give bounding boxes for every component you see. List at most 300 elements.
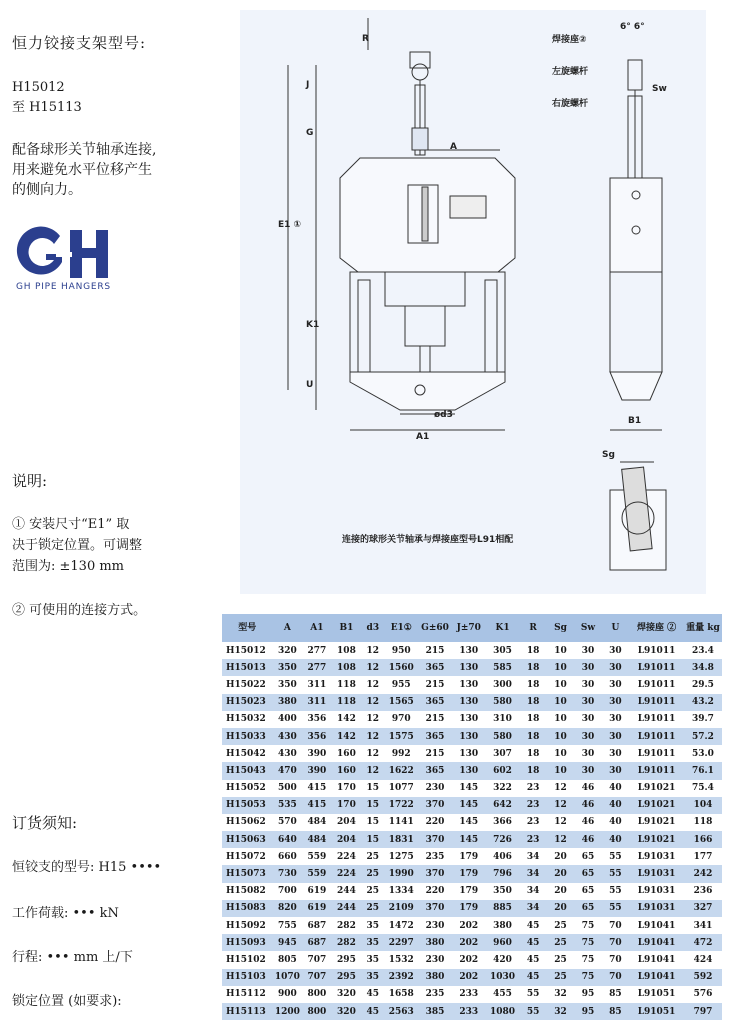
table-cell: 327 xyxy=(684,900,722,917)
table-cell: 130 xyxy=(452,694,486,711)
table-cell: L91041 xyxy=(629,934,684,951)
table-cell: 380 xyxy=(273,694,303,711)
table-cell: 35 xyxy=(361,951,384,968)
table-cell: 160 xyxy=(332,745,362,762)
table-cell: 43.2 xyxy=(684,694,722,711)
table-cell: 1831 xyxy=(384,831,418,848)
table-cell: 18 xyxy=(519,676,546,693)
column-header: U xyxy=(602,614,629,642)
table-cell: 45 xyxy=(361,1003,384,1020)
table-cell: 70 xyxy=(602,951,629,968)
table-cell: 619 xyxy=(302,883,332,900)
table-cell: 230 xyxy=(418,951,452,968)
table-cell: 945 xyxy=(273,934,303,951)
column-header: G±60 xyxy=(418,614,452,642)
notes-heading: 说明: xyxy=(12,472,48,490)
table-cell: 95 xyxy=(574,1003,601,1020)
table-cell: 40 xyxy=(602,831,629,848)
note-1 xyxy=(12,514,182,577)
table-cell: H15032 xyxy=(222,711,273,728)
table-cell: 142 xyxy=(332,728,362,745)
description-line: 用来避免水平位移产生 xyxy=(12,162,152,178)
table-cell: 224 xyxy=(332,865,362,882)
table-cell: 10 xyxy=(547,642,574,659)
order-lock-field: 锁定位置 (如要求): xyxy=(12,994,122,1009)
table-cell: 30 xyxy=(574,745,601,762)
table-row xyxy=(222,831,722,848)
table-cell: 12 xyxy=(361,745,384,762)
table-cell: 1077 xyxy=(384,780,418,797)
table-cell: 390 xyxy=(302,745,332,762)
table-cell: L91011 xyxy=(629,728,684,745)
table-cell: 45 xyxy=(519,951,546,968)
table-cell: 70 xyxy=(602,917,629,934)
table-row xyxy=(222,986,722,1003)
column-header: 重量 kg xyxy=(684,614,722,642)
note-1-line: 范围为: ±130 mm xyxy=(12,559,125,574)
table-cell: 35 xyxy=(361,917,384,934)
table-cell: 55 xyxy=(602,848,629,865)
table-cell: L91011 xyxy=(629,745,684,762)
table-cell: 53.0 xyxy=(684,745,722,762)
table-cell: 420 xyxy=(486,951,520,968)
table-cell: 10 xyxy=(547,745,574,762)
table-cell: 370 xyxy=(418,865,452,882)
table-cell: 307 xyxy=(486,745,520,762)
table-row xyxy=(222,728,722,745)
table-cell: H15013 xyxy=(222,659,273,676)
table-cell: 236 xyxy=(684,883,722,900)
table-cell: H15023 xyxy=(222,694,273,711)
table-row xyxy=(222,659,722,676)
label-r: R xyxy=(362,34,369,44)
table-cell: 70 xyxy=(602,969,629,986)
table-cell: 215 xyxy=(418,642,452,659)
table-cell: 202 xyxy=(452,951,486,968)
table-cell: 350 xyxy=(273,676,303,693)
table-cell: 145 xyxy=(452,797,486,814)
table-row xyxy=(222,969,722,986)
table-cell: 430 xyxy=(273,745,303,762)
table-cell: 960 xyxy=(486,934,520,951)
table-cell: 20 xyxy=(547,883,574,900)
column-header: B1 xyxy=(332,614,362,642)
table-cell: 202 xyxy=(452,917,486,934)
table-cell: 30 xyxy=(574,642,601,659)
table-cell: 230 xyxy=(418,917,452,934)
table-cell: 642 xyxy=(486,797,520,814)
table-cell: 65 xyxy=(574,848,601,865)
table-cell: 415 xyxy=(302,797,332,814)
table-cell: 356 xyxy=(302,728,332,745)
table-cell: 235 xyxy=(418,848,452,865)
table-cell: 15 xyxy=(361,797,384,814)
table-cell: 244 xyxy=(332,883,362,900)
table-cell: 12 xyxy=(547,780,574,797)
table-cell: 2392 xyxy=(384,969,418,986)
table-cell: L91011 xyxy=(629,694,684,711)
table-cell: 179 xyxy=(452,883,486,900)
table-cell: 12 xyxy=(547,814,574,831)
table-cell: 45 xyxy=(361,986,384,1003)
table-cell: 130 xyxy=(452,728,486,745)
label-a: A xyxy=(450,142,457,152)
table-cell: 40 xyxy=(602,797,629,814)
logo-subtitle: GH PIPE HANGERS xyxy=(16,282,111,292)
table-cell: 640 xyxy=(273,831,303,848)
table-cell: 1565 xyxy=(384,694,418,711)
table-cell: 35 xyxy=(361,969,384,986)
table-cell: 18 xyxy=(519,659,546,676)
table-cell: 25 xyxy=(547,917,574,934)
table-cell: 350 xyxy=(486,883,520,900)
table-cell: H15093 xyxy=(222,934,273,951)
table-row xyxy=(222,694,722,711)
table-cell: 25 xyxy=(361,848,384,865)
table-row xyxy=(222,865,722,882)
table-row xyxy=(222,883,722,900)
drawing-lines xyxy=(240,10,706,594)
table-cell: 12 xyxy=(361,762,384,779)
table-cell: 10 xyxy=(547,659,574,676)
table-cell: 282 xyxy=(332,934,362,951)
table-cell: L91011 xyxy=(629,676,684,693)
table-cell: 25 xyxy=(547,951,574,968)
table-cell: 20 xyxy=(547,848,574,865)
table-cell: 46 xyxy=(574,797,601,814)
table-cell: 130 xyxy=(452,676,486,693)
table-cell: 1030 xyxy=(486,969,520,986)
table-cell: 170 xyxy=(332,780,362,797)
table-cell: 310 xyxy=(486,711,520,728)
table-cell: 18 xyxy=(519,728,546,745)
column-header: Sw xyxy=(574,614,601,642)
table-cell: 700 xyxy=(273,883,303,900)
table-cell: 755 xyxy=(273,917,303,934)
table-cell: 12 xyxy=(361,694,384,711)
table-cell: 34 xyxy=(519,865,546,882)
table-cell: 726 xyxy=(486,831,520,848)
table-cell: H15092 xyxy=(222,917,273,934)
description-line: 配备球形关节轴承连接, xyxy=(12,142,157,158)
column-header: E1① xyxy=(384,614,418,642)
table-cell: L91011 xyxy=(629,659,684,676)
table-cell: 85 xyxy=(602,1003,629,1020)
table-cell: 1080 xyxy=(486,1003,520,1020)
table-cell: 25 xyxy=(547,934,574,951)
table-cell: 585 xyxy=(486,659,520,676)
table-cell: 75 xyxy=(574,934,601,951)
table-cell: 619 xyxy=(302,900,332,917)
table-row xyxy=(222,711,722,728)
column-header: d3 xyxy=(361,614,384,642)
table-row xyxy=(222,814,722,831)
table-cell: 145 xyxy=(452,831,486,848)
table-cell: 204 xyxy=(332,814,362,831)
table-cell: 32 xyxy=(547,1003,574,1020)
table-row xyxy=(222,642,722,659)
table-cell: 18 xyxy=(519,762,546,779)
table-cell: 580 xyxy=(486,728,520,745)
table-cell: 166 xyxy=(684,831,722,848)
table-cell: 34 xyxy=(519,883,546,900)
table-cell: 970 xyxy=(384,711,418,728)
table-cell: 370 xyxy=(418,831,452,848)
table-cell: 45 xyxy=(519,917,546,934)
table-cell: H15072 xyxy=(222,848,273,865)
table-cell: 730 xyxy=(273,865,303,882)
table-cell: 35 xyxy=(361,934,384,951)
order-heading: 订货须知: xyxy=(12,814,78,832)
table-cell: 76.1 xyxy=(684,762,722,779)
table-cell: L91021 xyxy=(629,780,684,797)
table-cell: L91041 xyxy=(629,951,684,968)
table-cell: 104 xyxy=(684,797,722,814)
table-cell: 46 xyxy=(574,814,601,831)
table-cell: 295 xyxy=(332,951,362,968)
label-j: J xyxy=(306,80,310,90)
table-cell: L91031 xyxy=(629,848,684,865)
table-cell: 32 xyxy=(547,986,574,1003)
table-cell: L91031 xyxy=(629,883,684,900)
table-cell: 220 xyxy=(418,814,452,831)
table-cell: 885 xyxy=(486,900,520,917)
table-cell: 559 xyxy=(302,865,332,882)
table-cell: 25 xyxy=(361,883,384,900)
table-cell: 179 xyxy=(452,900,486,917)
table-cell: 30 xyxy=(574,676,601,693)
table-cell: 10 xyxy=(547,762,574,779)
table-cell: H15103 xyxy=(222,969,273,986)
table-cell: 1658 xyxy=(384,986,418,1003)
table-cell: 380 xyxy=(418,934,452,951)
table-cell: 75 xyxy=(574,969,601,986)
table-cell: 356 xyxy=(302,711,332,728)
table-cell: 380 xyxy=(486,917,520,934)
label-e1: E1 ① xyxy=(278,220,302,230)
table-cell: H15062 xyxy=(222,814,273,831)
table-cell: 796 xyxy=(486,865,520,882)
table-cell: 18 xyxy=(519,694,546,711)
table-cell: 45 xyxy=(519,934,546,951)
table-cell: 30 xyxy=(602,694,629,711)
table-cell: 30 xyxy=(602,659,629,676)
table-cell: 55 xyxy=(602,865,629,882)
table-cell: 820 xyxy=(273,900,303,917)
table-cell: 12 xyxy=(547,797,574,814)
table-row xyxy=(222,900,722,917)
table-cell: 365 xyxy=(418,762,452,779)
table-cell: 500 xyxy=(273,780,303,797)
table-cell: H15042 xyxy=(222,745,273,762)
table-cell: H15053 xyxy=(222,797,273,814)
order-travel-field: 行程: ••• mm 上/下 xyxy=(12,950,133,965)
table-cell: 1070 xyxy=(273,969,303,986)
model-to: 至 H15113 xyxy=(12,100,82,115)
table-cell: H15052 xyxy=(222,780,273,797)
table-cell: 385 xyxy=(418,1003,452,1020)
table-cell: 707 xyxy=(302,969,332,986)
table-cell: 39.7 xyxy=(684,711,722,728)
table-cell: 130 xyxy=(452,745,486,762)
label-k1: K1 xyxy=(306,320,320,330)
table-cell: 75 xyxy=(574,951,601,968)
table-cell: 1200 xyxy=(273,1003,303,1020)
table-cell: 10 xyxy=(547,711,574,728)
table-cell: 277 xyxy=(302,659,332,676)
spec-table xyxy=(222,614,722,1020)
table-cell: 30 xyxy=(602,745,629,762)
table-cell: 34 xyxy=(519,900,546,917)
table-cell: 320 xyxy=(273,642,303,659)
table-cell: L91041 xyxy=(629,917,684,934)
table-cell: H15082 xyxy=(222,883,273,900)
table-cell: L91021 xyxy=(629,797,684,814)
table-cell: 230 xyxy=(418,780,452,797)
table-cell: L91011 xyxy=(629,642,684,659)
table-cell: 215 xyxy=(418,745,452,762)
table-cell: 366 xyxy=(486,814,520,831)
table-cell: H15012 xyxy=(222,642,273,659)
table-cell: 30 xyxy=(602,711,629,728)
table-cell: 800 xyxy=(302,986,332,1003)
table-cell: 142 xyxy=(332,711,362,728)
table-cell: 341 xyxy=(684,917,722,934)
table-cell: 535 xyxy=(273,797,303,814)
table-cell: 30 xyxy=(602,728,629,745)
column-header: J±70 xyxy=(452,614,486,642)
table-cell: 130 xyxy=(452,642,486,659)
table-cell: 455 xyxy=(486,986,520,1003)
gh-logo xyxy=(16,226,126,298)
table-cell: 10 xyxy=(547,676,574,693)
table-cell: 295 xyxy=(332,969,362,986)
table-cell: 592 xyxy=(684,969,722,986)
table-cell: 85 xyxy=(602,986,629,1003)
table-cell: 1334 xyxy=(384,883,418,900)
table-cell: 350 xyxy=(273,659,303,676)
table-cell: 235 xyxy=(418,986,452,1003)
table-cell: 430 xyxy=(273,728,303,745)
table-cell: 320 xyxy=(332,986,362,1003)
table-cell: 18 xyxy=(519,745,546,762)
table-row xyxy=(222,780,722,797)
table-cell: 23 xyxy=(519,814,546,831)
table-cell: 365 xyxy=(418,694,452,711)
table-cell: 18 xyxy=(519,711,546,728)
table-cell: 797 xyxy=(684,1003,722,1020)
table-cell: 30 xyxy=(574,659,601,676)
table-cell: 1472 xyxy=(384,917,418,934)
model-from: H15012 xyxy=(12,80,65,95)
table-cell: H15113 xyxy=(222,1003,273,1020)
column-header: K1 xyxy=(486,614,520,642)
column-header: A1 xyxy=(302,614,332,642)
table-header-row xyxy=(222,614,722,642)
table-cell: 30 xyxy=(574,762,601,779)
drawing-caption: 连接的球形关节轴承与焊接座型号L91相配 xyxy=(342,535,514,545)
table-cell: 472 xyxy=(684,934,722,951)
table-cell: L91031 xyxy=(629,900,684,917)
table-cell: L91031 xyxy=(629,865,684,882)
table-cell: 46 xyxy=(574,780,601,797)
table-cell: 1275 xyxy=(384,848,418,865)
table-cell: L91041 xyxy=(629,969,684,986)
note-1-line: ① 安装尺寸“E1” 取 xyxy=(12,517,130,532)
table-row xyxy=(222,951,722,968)
table-cell: 170 xyxy=(332,797,362,814)
table-cell: 805 xyxy=(273,951,303,968)
table-cell: 23 xyxy=(519,831,546,848)
table-cell: 30 xyxy=(602,762,629,779)
table-cell: 424 xyxy=(684,951,722,968)
table-cell: 12 xyxy=(361,711,384,728)
label-left-rod: 左旋螺杆 xyxy=(552,67,589,77)
page-title: 恒力铰接支架型号: xyxy=(12,34,147,52)
table-cell: 15 xyxy=(361,780,384,797)
table-cell: 30 xyxy=(602,642,629,659)
table-cell: 1575 xyxy=(384,728,418,745)
table-cell: 34 xyxy=(519,848,546,865)
table-cell: H15073 xyxy=(222,865,273,882)
table-cell: 15 xyxy=(361,814,384,831)
table-cell: 415 xyxy=(302,780,332,797)
table-cell: 10 xyxy=(547,694,574,711)
table-cell: 20 xyxy=(547,900,574,917)
table-cell: 23 xyxy=(519,780,546,797)
label-weld-seat: 焊接座② xyxy=(552,35,587,45)
table-cell: 1622 xyxy=(384,762,418,779)
table-cell: 2109 xyxy=(384,900,418,917)
table-cell: 55 xyxy=(602,900,629,917)
label-u: U xyxy=(306,380,314,390)
table-cell: 370 xyxy=(418,900,452,917)
table-cell: 300 xyxy=(486,676,520,693)
table-cell: 75 xyxy=(574,917,601,934)
table-cell: 118 xyxy=(332,676,362,693)
note-2: ② 可使用的连接方式。 xyxy=(12,603,147,618)
table-cell: 992 xyxy=(384,745,418,762)
table-cell: 242 xyxy=(684,865,722,882)
table-cell: 320 xyxy=(332,1003,362,1020)
label-g: G xyxy=(306,128,314,138)
table-row xyxy=(222,917,722,934)
table-cell: 118 xyxy=(684,814,722,831)
table-cell: 34.8 xyxy=(684,659,722,676)
table-cell: 177 xyxy=(684,848,722,865)
table-cell: 145 xyxy=(452,780,486,797)
table-cell: 687 xyxy=(302,934,332,951)
table-row xyxy=(222,676,722,693)
table-cell: 29.5 xyxy=(684,676,722,693)
table-cell: 30 xyxy=(574,711,601,728)
table-cell: 204 xyxy=(332,831,362,848)
table-cell: 955 xyxy=(384,676,418,693)
table-cell: 580 xyxy=(486,694,520,711)
table-cell: H15043 xyxy=(222,762,273,779)
table-cell: 400 xyxy=(273,711,303,728)
table-cell: 130 xyxy=(452,762,486,779)
table-cell: 576 xyxy=(684,986,722,1003)
table-cell: 559 xyxy=(302,848,332,865)
description xyxy=(12,140,212,200)
table-cell: 602 xyxy=(486,762,520,779)
table-cell: 40 xyxy=(602,814,629,831)
table-cell: 65 xyxy=(574,883,601,900)
note-1-line: 决于锁定位置。可调整 xyxy=(12,538,143,553)
table-cell: 65 xyxy=(574,865,601,882)
order-load-field: 工作荷载: ••• kN xyxy=(12,906,119,921)
